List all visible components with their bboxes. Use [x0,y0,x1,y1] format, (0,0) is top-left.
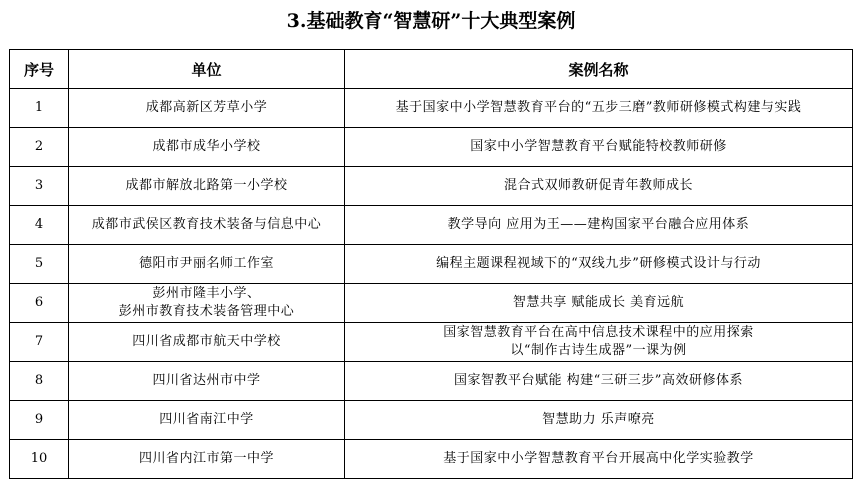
cell-case-name [345,167,853,206]
cell-unit [69,284,345,323]
case-name-text: 国家智教平台赋能 构建“三研三步”高效研修体系 [454,373,743,388]
unit-text: 四川省内江市第一中学 [138,451,274,466]
cell-unit [69,167,345,206]
cell-unit [69,362,345,401]
unit-text: 成都高新区芳草小学 [145,100,268,115]
case-name-text: 以“制作古诗生成器”一课为例 [510,343,687,358]
unit-text: 成都市解放北路第一小学校 [125,178,288,193]
unit-text: 成都市成华小学校 [152,139,261,154]
cell-case-name [345,245,853,284]
unit-text: 四川省达州市中学 [152,373,261,388]
cell-case-name [345,401,853,440]
unit-text: 四川省成都市航天中学校 [132,334,281,349]
cell-case-name [345,284,853,323]
cell-unit [69,245,345,284]
cell-unit [69,128,345,167]
case-name-text: 基于国家中小学智慧教育平台开展高中化学实验教学 [443,451,754,466]
cell-case-name [345,323,853,362]
table-header-row [10,50,853,89]
cell-index: 5 [10,245,69,284]
case-name-text: 教学导向 应用为王——建构国家平台融合应用体系 [447,217,750,232]
table-row [10,206,853,245]
cell-case-name [345,440,853,479]
table-row [10,284,853,323]
header-case-name: 案例名称 [345,50,853,89]
table-row [10,89,853,128]
table-row [10,167,853,206]
unit-text: 彭州市隆丰小学、 [152,286,261,301]
unit-text: 四川省南江中学 [159,412,254,427]
cell-index: 2 [10,128,69,167]
table-row [10,440,853,479]
header-unit: 单位 [69,50,345,89]
cell-index: 8 [10,362,69,401]
cell-case-name [345,89,853,128]
cell-unit [69,89,345,128]
table-body [10,89,853,479]
unit-text: 德阳市尹丽名师工作室 [138,256,274,271]
table-row [10,245,853,284]
cell-index: 7 [10,323,69,362]
document-title: 3.基础教育“智慧研”十大典型案例 [286,10,576,32]
cell-case-name [345,362,853,401]
table-row [10,362,853,401]
cell-unit [69,440,345,479]
case-name-text: 混合式双师教研促青年教师成长 [503,178,693,193]
cell-unit [69,323,345,362]
cell-index: 10 [10,440,69,479]
cell-unit [69,206,345,245]
case-name-text: 国家中小学智慧教育平台赋能特校教师研修 [470,139,727,154]
table-row [10,323,853,362]
cell-case-name [345,206,853,245]
table-row [10,128,853,167]
unit-text: 成都市武侯区教育技术装备与信息中心 [91,217,322,232]
header-index: 序号 [10,50,69,89]
table-row [10,401,853,440]
cell-index: 4 [10,206,69,245]
cell-unit [69,401,345,440]
case-name-text: 智慧共享 赋能成长 美育远航 [512,295,685,310]
case-name-text: 编程主题课程视域下的“双线九步”研修模式设计与行动 [436,256,761,271]
case-name-text: 国家智慧教育平台在高中信息技术课程中的应用探索 [443,325,754,340]
case-name-text: 智慧助力 乐声嘹亮 [542,412,655,427]
cell-case-name [345,128,853,167]
unit-text: 彭州市教育技术装备管理中心 [118,304,295,319]
cases-table [9,49,853,479]
cell-index: 3 [10,167,69,206]
case-name-text: 基于国家中小学智慧教育平台的“五步三磨”教师研修模式构建与实践 [395,100,802,115]
cell-index: 9 [10,401,69,440]
cell-index: 1 [10,89,69,128]
cell-index: 6 [10,284,69,323]
